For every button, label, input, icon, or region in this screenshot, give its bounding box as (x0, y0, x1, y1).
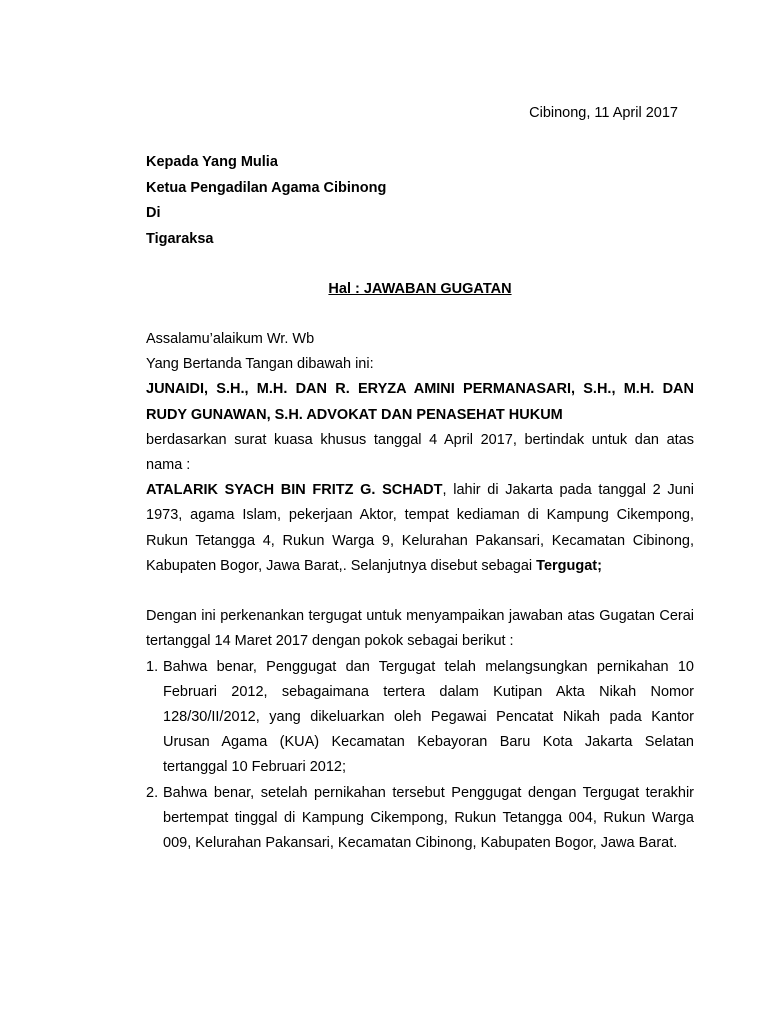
list-item (146, 655, 694, 781)
list-item (146, 781, 694, 857)
power-of-attorney: berdasarkan surat kuasa khusus tanggal 4 April 2017, bertindak untuk dan atas nama : (146, 431, 694, 474)
point-text: Bahwa benar, setelah pernikahan tersebut Penggugat dengan Tergugat terakhir bertempat tinggal di Kampung Cikempong, Rukun Tetangga 004, Rukun Warga 009, Kelurahan Pakansari, Kecamatan Cibinong, Kabupaten Bogor, Jawa Barat. (163, 784, 694, 852)
lawyer-names: JUNAIDI, S.H., M.H. DAN R. ERYZA AMINI PERMANASARI, S.H., M.H. DAN RUDY GUNAWAN, S.H. ADVOKAT DAN PENASEHAT HUKUM (146, 381, 694, 423)
addressee-block (146, 150, 386, 252)
client-identity (146, 478, 694, 579)
addressee-line-salutation: Kepada Yang Mulia (146, 154, 278, 170)
addressee-line-place: Tigaraksa (146, 230, 214, 247)
greeting: Assalamu’alaikum Wr. Wb (146, 331, 315, 347)
response-intro: Dengan ini perkenankan tergugat untuk menyampaikan jawaban atas Gugatan Cerai tertanggal 14 Maret 2017 dengan pokok sebagai berikut : (146, 608, 694, 650)
response-points (146, 655, 694, 857)
paragraph-gap (146, 579, 694, 604)
letter-page (146, 0, 694, 1024)
letter-body (146, 327, 694, 856)
undersigned-intro: Yang Bertanda Tangan dibawah ini: (146, 356, 374, 373)
point-text: Bahwa benar, Penggugat dan Tergugat telah melangsungkan pernikahan 10 Februari 2012, sebagaimana tertera dalam Kutipan Akta Nikah Nomor 128/30/II/2012, yang dikeluarkan oleh Pegawai Pencatat Nikah pada Kantor Urusan Agama (KUA) Kecamatan Kebayoran Baru Kota Jakarta Selatan tertanggal 10 Februari 2012; (163, 658, 694, 776)
letter-date: Cibinong, 11 April 2017 (529, 105, 678, 121)
client-name: ATALARIK SYACH BIN FRITZ G. SCHADT (146, 482, 443, 499)
addressee-line-di: Di (146, 205, 161, 221)
point-number: 2. (146, 784, 159, 801)
letter-subject (146, 278, 694, 300)
client-role: Tergugat; (536, 557, 602, 574)
subject-text: Hal : JAWABAN GUGATAN (328, 281, 512, 297)
client-details: , lahir di Jakarta pada tanggal 2 Juni 1973, agama Islam, pekerjaan Aktor, tempat kediaman di Kampung Cikempong, Rukun Tetangga 4, Rukun Warga 9, Kelurahan Pakansari, Kecamatan Cibinong, Kabupaten Bogor, Jawa Barat,. Selanjutnya disebut sebagai (146, 482, 694, 574)
point-number: 1. (146, 658, 159, 675)
addressee-line-recipient: Ketua Pengadilan Agama Cibinong (146, 179, 387, 196)
